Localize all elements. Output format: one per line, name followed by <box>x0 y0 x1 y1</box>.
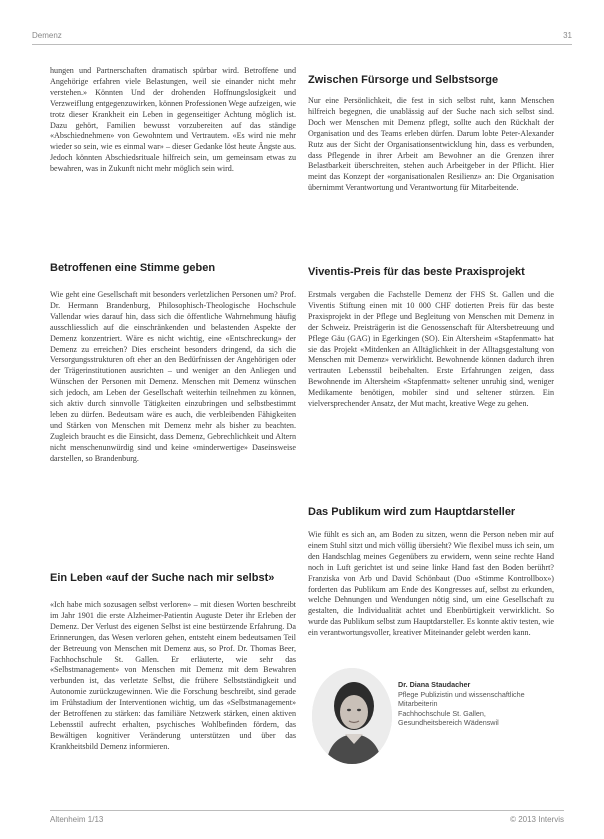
left-column <box>50 66 296 753</box>
author-role: Pflege Publizistin und wissenschaftliche Mitarbeiterin <box>398 689 525 708</box>
section-heading: Betroffenen eine Stimme geben <box>50 262 216 274</box>
running-footer <box>50 810 564 825</box>
right-column <box>308 66 554 639</box>
paragraph: «Ich habe mich sozusagen selbst verloren» – mit diesen Worten beschreibt im Jahr 1901 die erste Alzheimer-Patientin Auguste Deter ihr Erleben der Demenz. Der Verlust des eigenen Selbst ist eine bestürzende Erfahrung. Da Erinnerungen, das Wesen verloren gehen, entsteht einem bedeutsamen Teil der Betreuung von Menschen mit Demenz aus, so Prof. Dr. Thomas Beer, Fachhochschule St. Gallen. Er erläuterte, wie sehr das «Selbstmanagement» von Menschen mit Demenz mit dem Bewahren verbunden ist, das verletzte Selbst, die frühere Selbstständigkeit und Autonomie zurückzugewinnen. Wie die Forschung beschreibt, sind gerade im Frühstadium der Interventionen wichtig, um das «Selbstmanagement» der Betroffenen zu stärken: das familiäre Netzwerk stärken, einen aktiven Lebensstil aufrecht erhalten, psychisches Wohlbefinden fördern, das Bewältigen kognitiver Veränderung unterstützen und über das Krankheitsbild Demenz informieren. <box>50 600 296 751</box>
paragraph: hungen und Partnerschaften dramatisch spürbar wird. Betroffene und Angehörige erfahren viele Belastungen, weil sie einander nicht mehr verstehen.» Könnten Und der drohenden Hoffnungslosigkeit und Verzweiflung entgegenzuwirken, können Professionen Wege aufzeigen, wie trotz dieser Krankheit ein Leben in gegenseitiger Achtung möglich ist. Dazu gehört, Familien bewusst vorzubereiten auf das ständige «Abschiednehmen» von Gewohntem und Vertrautem. «Es wird nie mehr wieder so sein, wie es einmal war» – dieser Gedanke löst heute Ängste aus. Jedoch könnten Abschiedsrituale hilfreich sein, um gemeinsam etwas zu bewahren, was in Zukunft nicht mehr möglich sein wird. <box>50 66 296 174</box>
header-section: Demenz <box>32 31 62 40</box>
portrait-image <box>312 668 392 764</box>
author-department: Gesundheitsbereich Wädenswil <box>398 718 499 727</box>
author-caption <box>398 680 538 728</box>
paragraph: Wie geht eine Gesellschaft mit besonders verletzlichen Personen um? Prof. Dr. Hermann Brandenburg, Philosophisch-Theologische Hochschule Vallendar wies darauf hin, dass sich die öffentliche Wahrnehmung häufig ausschliesslich auf die einschränkenden und belastenden Aspekte der Demenz konzentriert. Wäre es nicht wichtig, eine «Entschreckung» der Demenz zu erreichen? Dies erscheint besonders dringend, da sich die Versorgungsstrukturen oft eher an den Bedürfnissen der Angehörigen oder der Trägerinstitutionen ausrichten – und weniger an den Anliegen und Wünschen der Personen mit Demenz. Menschen mit Demenz wünschen sich jedoch, am Leben der Gesellschaft weiterhin teilnehmen zu können, sich aktiv durch sinnvolle Tätigkeiten einzubringen und selbstbestimmt leben zu dürfen. Bedeutsam wäre es auch, die verbleibenden Fähigkeiten und Stärken von Menschen mit Demenz mehr als bisher zu beachten. Zugleich braucht es die Einsicht, dass Demenz, Gebrechlichkeit und Altern nicht menschenunwürdig sind und keine «minderwertige» Daseinsweise darstellen, so Brandenburg. <box>50 290 296 463</box>
author-institution: Fachhochschule St. Gallen, <box>398 708 486 718</box>
author-name: Dr. Diana Staudacher <box>398 680 471 689</box>
paragraph: Erstmals vergaben die Fachstelle Demenz der FHS St. Gallen und die Viventis Stiftung einen mit 10 000 CHF dotierten Preis für das beste Praxisprojekt in der Pflege und Begleitung von Menschen mit Demenz in der Schweiz. Preisträgerin ist die Genossenschaft für Altersbetreuung und Pflege Gäu (GAG) in Egerkingen (SO). Ein Altersheim «Stapfenmatt» hat sie das Projekt «Mitdenken an Alltäglichkeit in der Alltagsgestaltung von Menschen mit Demenz» verwirklicht. Bewohnende können dadurch ihren vertrauten Lebensstil beibehalten. Erste Erfahrungen zeigen, dass Bewohnende im Altersheim «Stapfenmatt» seltener unruhig sind, weniger Medikamente benötigen, mobiler sind und seltener stürzen. Ein vielversprechender Ansatz, der Mut macht, kreative Wege zu gehen. <box>308 290 554 409</box>
footer-copyright: © 2013 Intervis <box>510 815 564 824</box>
author-photo <box>312 668 392 764</box>
page-number: 31 <box>563 31 572 40</box>
section-heading: Das Publikum wird zum Hauptdarsteller <box>308 506 516 518</box>
section-heading: Ein Leben «auf der Suche nach mir selbst» <box>50 572 275 584</box>
footer-issue: Altenheim 1/13 <box>50 815 104 824</box>
paragraph: Nur eine Persönlichkeit, die fest in sich selbst ruht, kann Menschen hilfreich begegnen, die unablässig auf der Suche nach sich selbst sind. Doch wer Menschen mit Demenz pflegt, sollte auch den Rückhalt der Organisation und des Teams erleben dürfen. Darum lobte Peter-Alexander Rutz aus der Sicht der Organisationsentwicklung hin, dass es verbunden, dass Pflegende in ihrer Arbeit am Bewohner an die Grenzen ihrer Belastbarkeit überschreiten, stehen auch Arbeitgeber in der Pflicht. Hier meint das Konzept der «organisationalen Resilienz» an: Die Organisation übernimmt Verantwortung und Verantwortung für Mitarbeitende. <box>308 96 554 193</box>
running-header <box>32 30 572 45</box>
section-heading: Viventis-Preis für das beste Praxisprojekt <box>308 266 525 278</box>
section-heading: Zwischen Fürsorge und Selbstsorge <box>308 74 499 86</box>
paragraph: Wie fühlt es sich an, am Boden zu sitzen, wenn die Person neben mir auf einem Stuhl sitzt und mich völlig übersieht? Wie flexibel muss ich sein, um den Handschlag meines Gegenübers zu erwidern, wenn seine rechte Hand noch in Luft gerichtet ist und seine linke Hand fast den Boden berührt? Franziska von Arb und David Schönbaut (Duo «Stimme Kontrollbox») forderten das Publikum am Ende des Kongresses auf, selbst zu erkunden, welche Dehnungen und Wendungen nötig sind, um eine Gesellschaft zu gestalten, die Individualität achtet und Ebenbürtigkeit verwirklicht. So wurde das Publikum selbst zum Hauptdarsteller. Es konnte aktiv testen, wie ein verantwortungsvoller, kreativer Miteinander gelebt werden kann. <box>308 530 554 638</box>
